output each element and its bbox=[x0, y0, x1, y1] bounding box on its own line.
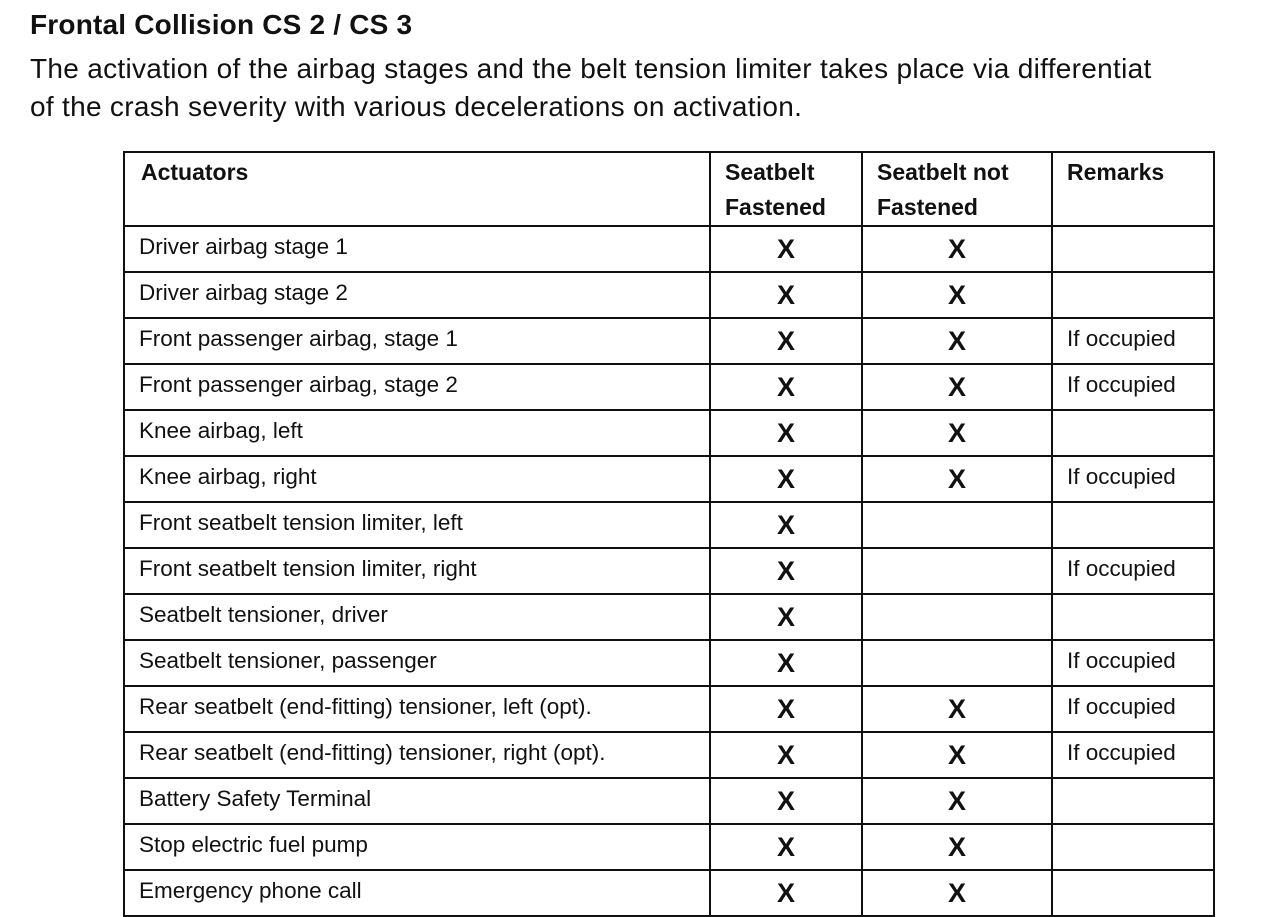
actuator-cell: Emergency phone call bbox=[124, 870, 710, 916]
actuator-cell: Knee airbag, left bbox=[124, 410, 710, 456]
fastened-mark: X bbox=[710, 364, 862, 410]
actuator-cell: Knee airbag, right bbox=[124, 456, 710, 502]
header-seatbelt-fastened bbox=[710, 152, 862, 226]
actuator-cell: Seatbelt tensioner, driver bbox=[124, 594, 710, 640]
actuator-cell: Battery Safety Terminal bbox=[124, 778, 710, 824]
fastened-mark: X bbox=[710, 778, 862, 824]
table-row bbox=[124, 364, 1214, 410]
not-fastened-mark: X bbox=[862, 226, 1052, 272]
remarks-cell: If occupied bbox=[1052, 548, 1214, 594]
intro-line: of the crash severity with various decelerations on activation. bbox=[30, 91, 803, 122]
table-row bbox=[124, 870, 1214, 916]
remarks-cell bbox=[1052, 502, 1214, 548]
table-row bbox=[124, 456, 1214, 502]
actuator-cell: Driver airbag stage 1 bbox=[124, 226, 710, 272]
fastened-mark: X bbox=[710, 272, 862, 318]
fastened-mark: X bbox=[710, 318, 862, 364]
not-fastened-mark: X bbox=[862, 364, 1052, 410]
remarks-cell bbox=[1052, 824, 1214, 870]
not-fastened-mark bbox=[862, 640, 1052, 686]
remarks-cell bbox=[1052, 594, 1214, 640]
actuator-cell: Stop electric fuel pump bbox=[124, 824, 710, 870]
table-row bbox=[124, 594, 1214, 640]
header-actuators: Actuators bbox=[124, 152, 710, 226]
fastened-mark: X bbox=[710, 410, 862, 456]
header-seatbelt-not-fastened bbox=[862, 152, 1052, 226]
fastened-mark: X bbox=[710, 226, 862, 272]
header-not-fastened-line1: Seatbelt not bbox=[877, 159, 1009, 185]
not-fastened-mark bbox=[862, 594, 1052, 640]
not-fastened-mark: X bbox=[862, 318, 1052, 364]
table-row bbox=[124, 548, 1214, 594]
actuator-cell: Front passenger airbag, stage 2 bbox=[124, 364, 710, 410]
not-fastened-mark: X bbox=[862, 410, 1052, 456]
table-row bbox=[124, 502, 1214, 548]
actuator-cell: Front passenger airbag, stage 1 bbox=[124, 318, 710, 364]
fastened-mark: X bbox=[710, 548, 862, 594]
page-title: Frontal Collision CS 2 / CS 3 bbox=[30, 9, 413, 40]
remarks-cell: If occupied bbox=[1052, 686, 1214, 732]
intro-paragraph bbox=[30, 50, 1280, 126]
remarks-cell: If occupied bbox=[1052, 364, 1214, 410]
header-fastened-line2: Fastened bbox=[725, 194, 826, 220]
table-row bbox=[124, 778, 1214, 824]
not-fastened-mark: X bbox=[862, 870, 1052, 916]
fastened-mark: X bbox=[710, 594, 862, 640]
remarks-cell bbox=[1052, 272, 1214, 318]
intro-line: The activation of the airbag stages and the belt tension limiter takes place via differentiat bbox=[30, 53, 1152, 84]
remarks-cell bbox=[1052, 870, 1214, 916]
fastened-mark: X bbox=[710, 640, 862, 686]
table-row bbox=[124, 226, 1214, 272]
header-not-fastened-line2: Fastened bbox=[877, 194, 978, 220]
actuator-cell: Rear seatbelt (end-fitting) tensioner, right (opt). bbox=[124, 732, 710, 778]
table-row bbox=[124, 686, 1214, 732]
actuator-cell: Driver airbag stage 2 bbox=[124, 272, 710, 318]
remarks-cell bbox=[1052, 410, 1214, 456]
fastened-mark: X bbox=[710, 686, 862, 732]
not-fastened-mark: X bbox=[862, 456, 1052, 502]
table-row bbox=[124, 732, 1214, 778]
not-fastened-mark: X bbox=[862, 686, 1052, 732]
not-fastened-mark: X bbox=[862, 272, 1052, 318]
fastened-mark: X bbox=[710, 870, 862, 916]
actuator-cell: Rear seatbelt (end-fitting) tensioner, left (opt). bbox=[124, 686, 710, 732]
not-fastened-mark bbox=[862, 548, 1052, 594]
remarks-cell bbox=[1052, 226, 1214, 272]
not-fastened-mark: X bbox=[862, 778, 1052, 824]
remarks-cell bbox=[1052, 778, 1214, 824]
not-fastened-mark: X bbox=[862, 732, 1052, 778]
table-row bbox=[124, 824, 1214, 870]
remarks-cell: If occupied bbox=[1052, 732, 1214, 778]
fastened-mark: X bbox=[710, 824, 862, 870]
actuator-cell: Front seatbelt tension limiter, right bbox=[124, 548, 710, 594]
table-header-row bbox=[124, 152, 1214, 226]
header-remarks: Remarks bbox=[1052, 152, 1214, 226]
actuator-cell: Front seatbelt tension limiter, left bbox=[124, 502, 710, 548]
remarks-cell: If occupied bbox=[1052, 318, 1214, 364]
table-row bbox=[124, 640, 1214, 686]
not-fastened-mark bbox=[862, 502, 1052, 548]
remarks-cell: If occupied bbox=[1052, 456, 1214, 502]
fastened-mark: X bbox=[710, 502, 862, 548]
header-fastened-line1: Seatbelt bbox=[725, 159, 815, 185]
table-row bbox=[124, 318, 1214, 364]
table-row bbox=[124, 272, 1214, 318]
actuator-cell: Seatbelt tensioner, passenger bbox=[124, 640, 710, 686]
remarks-cell: If occupied bbox=[1052, 640, 1214, 686]
fastened-mark: X bbox=[710, 732, 862, 778]
table-row bbox=[124, 410, 1214, 456]
fastened-mark: X bbox=[710, 456, 862, 502]
actuators-table bbox=[123, 151, 1215, 917]
not-fastened-mark: X bbox=[862, 824, 1052, 870]
